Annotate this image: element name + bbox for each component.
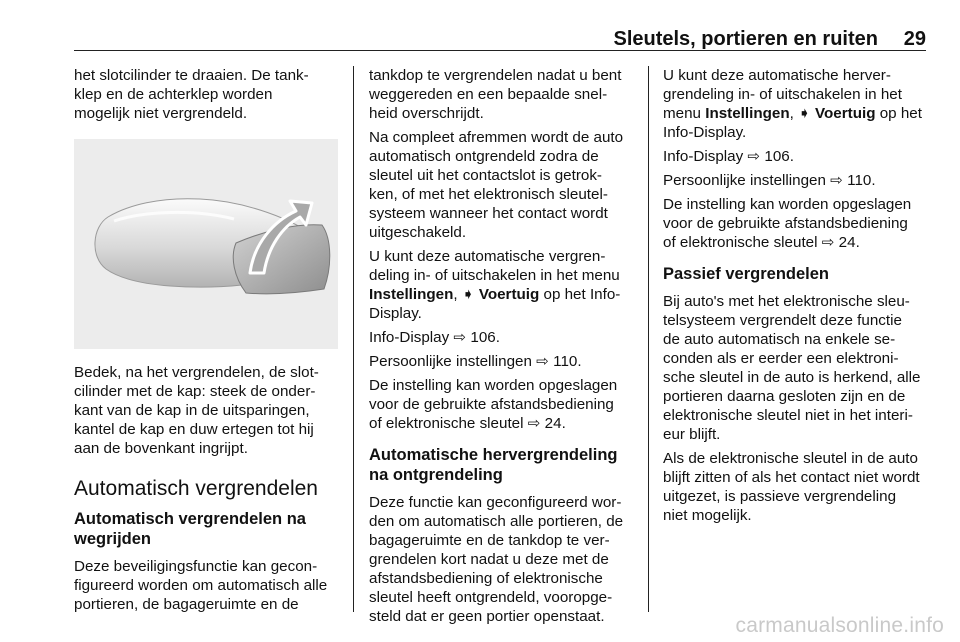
reference-info-display: Info-Display ⇨ 106. — [663, 148, 794, 165]
menu-arrow-icon: ➧ — [461, 286, 475, 303]
paragraph-passive-locking-not-possible: Als de elektronische sleutel in de auto blijft zitten of als het contact niet wordt uitgezet, is passieve vergrendeling niet mogelijk. — [663, 450, 920, 524]
illustration-caption: Bedek, na het vergrendelen, de slot- cilinder met de kap: steek de onder- kant van de kap in de uitsparingen, kantel de kap en duw ertegen tot hij aan de bovenkant ingrijpt. — [74, 364, 319, 457]
column-divider-2 — [648, 66, 649, 612]
watermark: carmanualsonline.info — [735, 614, 944, 637]
paragraph-relock-function: Deze functie kan geconfigureerd wor- den om automatisch alle portieren, de bagageruimte en de tankdop te ver- grendelen kort nadat u deze met de afstandsbediening of elektronische sleutel heeft ontgrendeld, vooropge- steld dat er geen portier openstaat. — [369, 494, 624, 625]
menu-vehicle: Voertuig — [815, 105, 876, 122]
paragraph-passive-locking: Bij auto's met het elektronische sleu- telsysteem vergrendelt deze functie de auto automatisch na enkele se- conden als er eerder een elektroni- sche sleutel in de auto is herkend, alle portieren daarna gesloten zijn en de elektronische sleutel niet in het interi- eur blijft. — [663, 293, 921, 443]
header-rule — [74, 50, 926, 51]
reference-arrow-icon: ⇨ — [747, 148, 761, 165]
column-1 — [74, 66, 340, 619]
paragraph-continuation: tankdop te vergrendelen nadat u bent weggereden en een bepaalde snel- heid overschrijdt. — [369, 67, 622, 122]
menu-vehicle: Voertuig — [478, 286, 540, 303]
heading-lock-after-driving: Automatisch vergrendelen na wegrijden — [74, 510, 306, 548]
reference-personal-settings: Persoonlijke instellingen ⇨ 110. — [663, 172, 876, 189]
reference-personal-settings: Persoonlijke instellingen ⇨ 110. — [369, 353, 582, 370]
section-title: Sleutels, portieren en ruiten — [613, 28, 878, 50]
reference-arrow-icon: ⇨ — [821, 234, 835, 251]
reference-arrow-icon: ⇨ — [830, 172, 843, 189]
reference-arrow-icon: ⇨ — [453, 329, 467, 346]
column-3 — [663, 66, 929, 530]
paragraph-unlock-after-braking: Na compleet afremmen wordt de auto automatisch ontgrendeld zodra de sleutel uit het contactslot is getrok- ken, of met het elektronisch sleutel- systeem wanneer het contact wordt uitgeschakeld. — [369, 129, 624, 241]
door-handle-cap-icon — [74, 139, 338, 349]
reference-arrow-icon: ⇨ — [527, 415, 541, 432]
paragraph-setting-saved: De instelling kan worden opgeslagen voor de gebruikte afstandsbediening of elektronische sleutel ⇨ 24. — [663, 196, 912, 251]
door-handle-illustration — [74, 139, 338, 349]
paragraph-setting-saved: De instelling kan worden opgeslagen voor de gebruikte afstandsbediening of elektronische sleutel ⇨ 24. — [369, 377, 618, 432]
menu-arrow-icon: ➧ — [798, 105, 811, 122]
paragraph-relock-menu: U kunt deze automatische herver- grendeling in- of uitschakelen in het menu Instellingen, ➧ Voertuig op het Info-Display. — [663, 67, 922, 141]
menu-settings: Instellingen — [705, 105, 790, 122]
menu-settings: Instellingen — [369, 286, 454, 303]
column-divider-1 — [353, 66, 354, 612]
heading-passive-locking: Passief vergrendelen — [663, 265, 829, 283]
heading-automatic-locking: Automatisch vergrendelen — [74, 477, 318, 500]
paragraph-menu-setting: U kunt deze automatische vergren- deling in- of uitschakelen in het menu Instellingen, ➧ Voertuig op het Info- Display. — [369, 248, 621, 322]
column-2 — [369, 66, 635, 631]
reference-arrow-icon: ⇨ — [536, 353, 549, 370]
heading-relock-after-unlock: Automatische hervergrendeling na ontgrendeling — [369, 446, 618, 484]
paragraph-intro: het slotcilinder te draaien. De tank- klep en de achterklep worden mogelijk niet vergrendeld. — [74, 67, 309, 122]
page-number: 29 — [903, 28, 926, 50]
reference-info-display: Info-Display ⇨ 106. — [369, 329, 500, 346]
paragraph-security-function: Deze beveiligingsfunctie kan gecon- figureerd worden om automatisch alle portieren, de bagageruimte en de — [74, 558, 328, 613]
